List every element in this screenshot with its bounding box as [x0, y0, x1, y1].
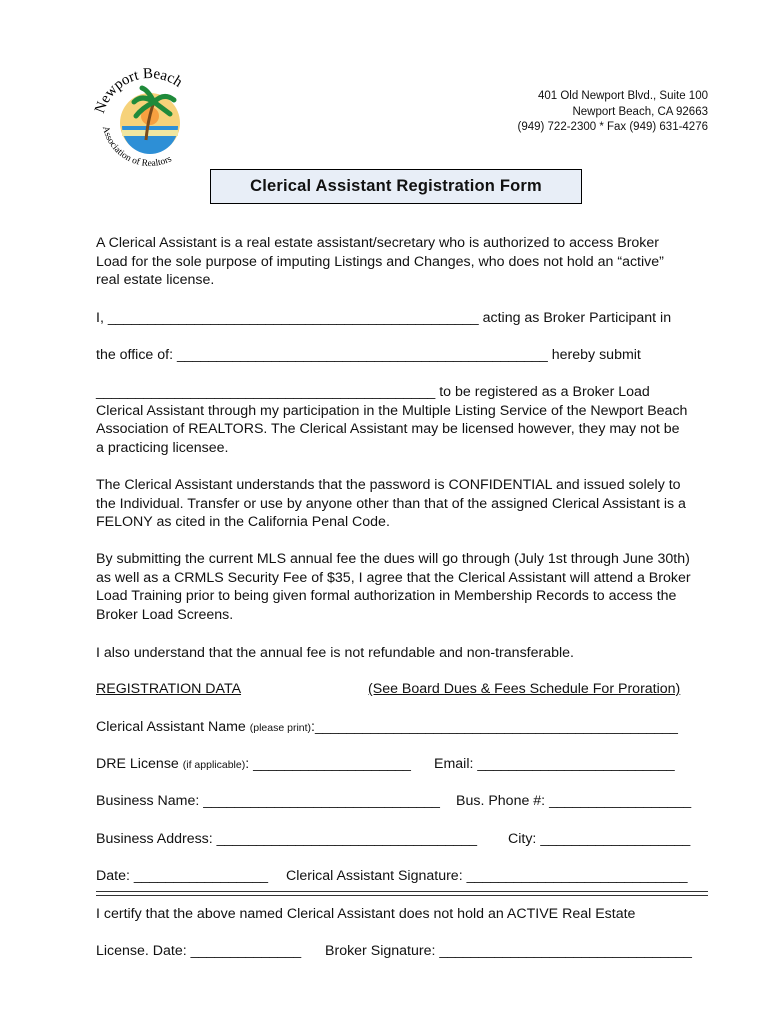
password-line: The Clerical Assistant understands that the password is CONFIDENTIAL and issued solely to [96, 477, 681, 493]
intro-paragraph [96, 234, 716, 290]
certify-line: I certify that the above named Clerical Assistant does not hold an ACTIVE Real Estate [96, 906, 636, 922]
registration-note: (See Board Dues & Fees Schedule For Proration) [368, 681, 681, 697]
license-date-field[interactable]: License. Date: ______________ [96, 943, 302, 959]
registration-heading [96, 680, 363, 699]
intro-line: A Clerical Assistant is a real estate assistant/secretary who is authorized to access Broker [96, 235, 660, 251]
dre-label: DRE License [96, 756, 179, 772]
association-logo [90, 68, 210, 178]
fee-line: as well as a CRMLS Security Fee of $35, I agree that the Clerical Assistant will attend a Broker [96, 569, 691, 586]
fee-line: Load Training prior to being given formal authorization in Membership Records to access the [96, 588, 677, 604]
refund-line: I also understand that the annual fee is not refundable and non-transferable. [96, 645, 574, 661]
password-line: FELONY as cited in the California Penal Code. [96, 514, 390, 530]
divider-line [96, 895, 708, 896]
register-paragraph [96, 383, 716, 457]
email-field[interactable]: Email: _________________________ [434, 756, 675, 772]
register-line: Association of REALTORS. The Clerical Assistant may be licensed however, they may not be [96, 421, 680, 437]
register-line: a practicing licensee. [96, 439, 229, 456]
address-line-1: 401 Old Newport Blvd., Suite 100 [537, 90, 708, 102]
name-hint: (please print) [249, 722, 312, 734]
password-line: the Individual. Transfer or use by anyone other than that of the assigned Clerical Assistant is a [96, 495, 686, 512]
date-field[interactable]: Date: _________________ [96, 868, 268, 884]
registration-heading-label: REGISTRATION DATA [96, 681, 242, 697]
intro-line: Load for the sole purpose of imputing Listings and Changes, who does not hold an “active” [96, 253, 664, 270]
office-line[interactable]: the office of: _______________________________________________ hereby submit [96, 347, 641, 363]
name-blank[interactable]: :______________________________________________ [311, 719, 678, 735]
city-field[interactable]: City: ___________________ [508, 831, 691, 847]
clerical-assistant-name-field[interactable] [96, 718, 716, 738]
fee-line: By submitting the current MLS annual fee the dues will go through (July 1st through June 30th) [96, 551, 690, 567]
office-address [517, 89, 708, 136]
business-name-field[interactable]: Business Name: ______________________________ [96, 793, 440, 809]
business-address-field[interactable]: Business Address: _________________________________ [96, 831, 478, 847]
register-line: Clerical Assistant through my participation in the Multiple Listing Service of the Newport Beach [96, 402, 688, 419]
fee-line: Broker Load Screens. [96, 606, 234, 623]
form-title: Clerical Assistant Registration Form [250, 177, 542, 195]
dre-hint: (if applicable) [182, 759, 246, 771]
form-title-box [210, 169, 582, 204]
address-line-2: Newport Beach, CA 92663 [572, 105, 708, 118]
svg-text:Association of Realtors: Association of Realtors [99, 125, 174, 170]
dre-blank[interactable]: : ____________________ [245, 756, 411, 772]
password-paragraph [96, 476, 716, 532]
clerical-assistant-signature-field[interactable]: Clerical Assistant Signature: ____________________________ [286, 868, 688, 884]
bus-phone-field[interactable]: Bus. Phone #: __________________ [456, 793, 692, 809]
intro-line: real estate license. [96, 272, 215, 288]
divider-line [96, 891, 708, 892]
participant-line[interactable]: I, _______________________________________________ acting as Broker Participant in [96, 310, 672, 326]
name-label: Clerical Assistant Name [96, 719, 246, 735]
fee-paragraph [96, 550, 716, 624]
broker-signature-field[interactable]: Broker Signature: ________________________________ [325, 943, 692, 959]
address-line-3: (949) 722-2300 * Fax (949) 631-4276 [517, 121, 708, 133]
svg-text:Newport Beach: Newport Beach [92, 68, 186, 116]
register-line[interactable]: ___________________________________________ to be registered as a Broker Load [96, 384, 650, 400]
